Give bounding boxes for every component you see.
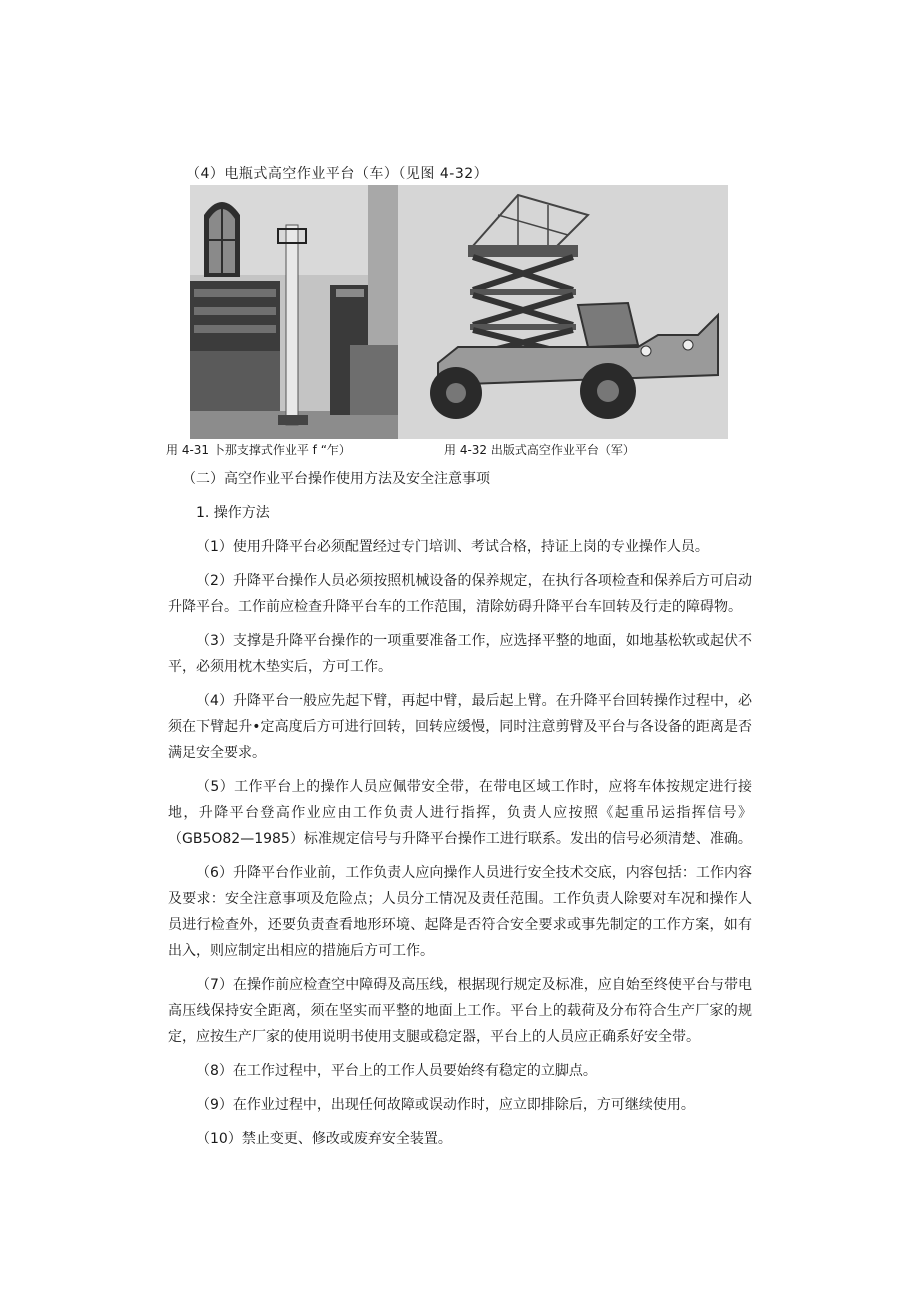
section-title: （二）高空作业平台操作使用方法及安全注意事项 [182, 471, 490, 487]
paragraph-1: （1）使用升降平台必须配置经过专门培训、考试合格，持证上岗的专业操作人员。 [196, 539, 709, 555]
paragraph-6: （6）升降平台作业前，工作负责人应向操作人员进行安全技术交底，内容包括：工作内容及要求：安全注意事项及危险点；人员分工情况及责任范围。工作负责人除要对车况和操作人员进行检查外，还要负责查看地形环境、起降是否符合安全要求或事先制定的工作方案，如有出入，则应制定出相应的措施后方可工作。 [168, 865, 752, 959]
church-lift-illustration [190, 185, 398, 439]
paragraph-10: （10）禁止变更、修改或废弃安全装置。 [196, 1131, 452, 1147]
scissor-lift-truck-illustration [398, 185, 728, 439]
paragraph-8: （8）在工作过程中，平台上的工作人员要始终有稳定的立脚点。 [196, 1063, 597, 1079]
figure-strip [190, 185, 728, 439]
figure-caption-4-31: 用 4-31 卜那支撑式作业平 f “乍） [166, 443, 351, 457]
figure-caption-4-32: 用 4-32 出版式高空作业平台（军） [444, 443, 635, 457]
subsection-title: 1. 操作方法 [196, 505, 270, 521]
church-lift-photo [190, 185, 398, 439]
paragraph-2: （2）升降平台操作人员必须按照机械设备的保养规定，在执行各项检查和保养后方可启动升降平台。工作前应检查升降平台车的工作范围，清除妨碍升降平台车回转及行走的障碍物。 [168, 573, 752, 615]
paragraph-4: （4）升降平台一般应先起下臂，再起中臂，最后起上臂。在升降平台回转操作过程中，必须在下臂起升•定高度后方可进行回转，回转应缓慢，同时注意剪臂及平台与各设备的距离是否满足安全要求。 [168, 693, 752, 761]
body-text [168, 466, 752, 1160]
paragraph-9: （9）在作业过程中，出现任何故障或误动作时，应立即排除后，方可继续使用。 [196, 1097, 695, 1113]
paragraph-3: （3）支撑是升降平台操作的一项重要准备工作，应选择平整的地面，如地基松软或起伏不平，必须用枕木垫实后，方可工作。 [168, 633, 752, 675]
paragraph-5: （5）工作平台上的操作人员应佩带安全带，在带电区域工作时，应将车体按规定进行接地，升降平台登高作业应由工作负责人进行指挥，负责人应按照《起重吊运指挥信号》（GB5O82—1985）标准规定信号与升降平台操作工进行联系。发出的信号必须清楚、准确。 [168, 779, 752, 847]
heading-item-4: （4）电瓶式高空作业平台（车）（见图 4-32） [186, 166, 489, 182]
paragraph-7: （7）在操作前应检查空中障碍及高压线，根据现行规定及标准，应自始至终使平台与带电高压线保持安全距离，须在坚实而平整的地面上工作。平台上的载荷及分布符合生产厂家的规定，应按生产厂家的使用说明书使用支腿或稳定器，平台上的人员应正确系好安全带。 [168, 977, 752, 1045]
scissor-lift-photo [398, 185, 728, 439]
